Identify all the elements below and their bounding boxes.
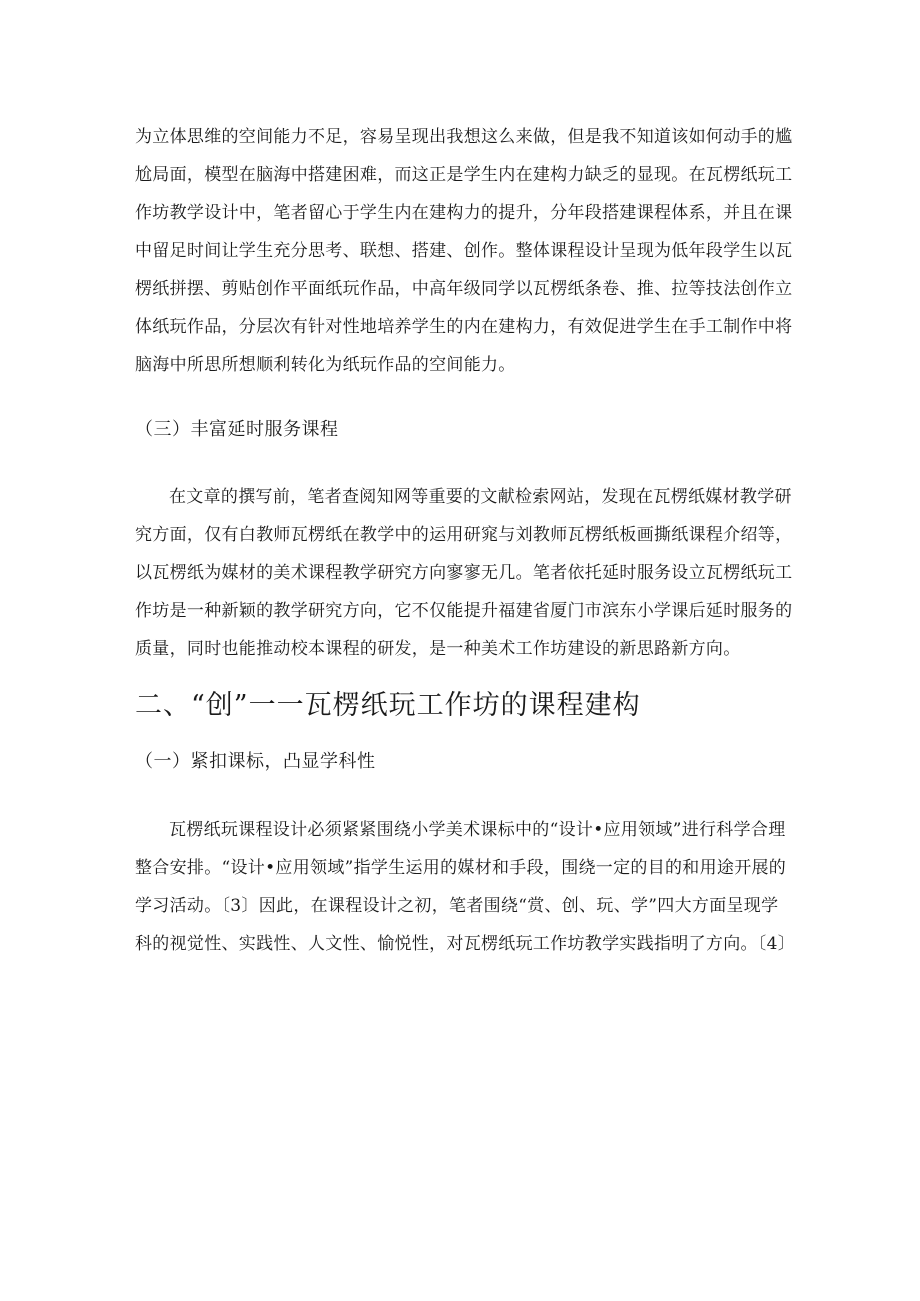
text-line: 为立体思维的空间能力不足，容易呈现出我想这么来做，但是我不知道该如何动手的尴 — [135, 127, 793, 147]
text-line: 整合安排。“设计•应用领域”指学生运用的媒材和手段，围绕一定的目的和用途开展的 — [135, 858, 787, 878]
text-line: 究方面，仅有白教师瓦楞纸在教学中的运用研窕与刘教师瓦楞纸板画撕纸课程介绍等， — [135, 525, 793, 545]
subheading-curriculum-standard: （一）紧扣课标，凸显学科性 — [135, 751, 376, 772]
document-body — [135, 118, 796, 963]
text-line: 中留足时间让学生充分思考、联想、搭建、创作。整体课程设计呈现为低年段学生以瓦 — [135, 241, 793, 261]
paragraph-after-school — [135, 478, 793, 668]
text-line: 体纸玩作品，分层次有针对性地培养学生的内在建构力，有效促进学生在手工制作中将 — [135, 317, 793, 337]
paragraph-intro — [135, 118, 793, 384]
text-line: 科的视觉性、实践性、人文性、愉悦性，对瓦楞纸玩工作坊教学实践指明了方向。〔4〕 — [135, 934, 796, 954]
text-line: 质量，同时也能推动校本课程的研发，是一种美术工作坊建设的新思路新方向。 — [135, 639, 741, 659]
text-line: 作坊是一种新颖的教学研究方向，它不仅能提升福建省厦门市滨东小学课后延时服务的 — [135, 601, 793, 621]
text-line: 尬局面，模型在脑海中搭建困难，而这正是学生内在建构力缺乏的显现。在瓦楞纸玩工 — [135, 165, 793, 185]
text-line: 楞纸拼摆、剪贴创作平面纸玩作品，中高年级同学以瓦楞纸条卷、推、拉等技法创作立 — [135, 279, 793, 299]
text-line: 作坊教学设计中，笔者留心于学生内在建构力的提升，分年段搭建课程体系，并且在课 — [135, 203, 793, 223]
paragraph-curriculum-standard — [135, 811, 796, 963]
text-line: 瓦楞纸玩课程设计必须紧紧围绕小学美术课标中的“设计•应用领域”进行科学合理 — [169, 820, 786, 840]
subheading-enrich-after-school: （三）丰富延时服务课程 — [135, 419, 339, 440]
section-heading-course-construction: 二、“创”一一瓦楞纸玩工作坊的课程建构 — [135, 690, 641, 721]
text-line: 在文章的撰写前，笔者查阅知网等重要的文献检索网站，发现在瓦楞纸媒材教学研 — [169, 487, 792, 507]
text-line: 以瓦楞纸为媒材的美术课程教学研究方向寥寥无几。笔者依托延时服务设立瓦楞纸玩工 — [135, 563, 793, 583]
text-line: 学习活动。〔3〕因此，在课程设计之初，笔者围绕“赏、创、玩、学”四大方面呈现学 — [135, 896, 779, 916]
text-line: 脑海中所思所想顺利转化为纸玩作品的空间能力。 — [135, 355, 516, 375]
